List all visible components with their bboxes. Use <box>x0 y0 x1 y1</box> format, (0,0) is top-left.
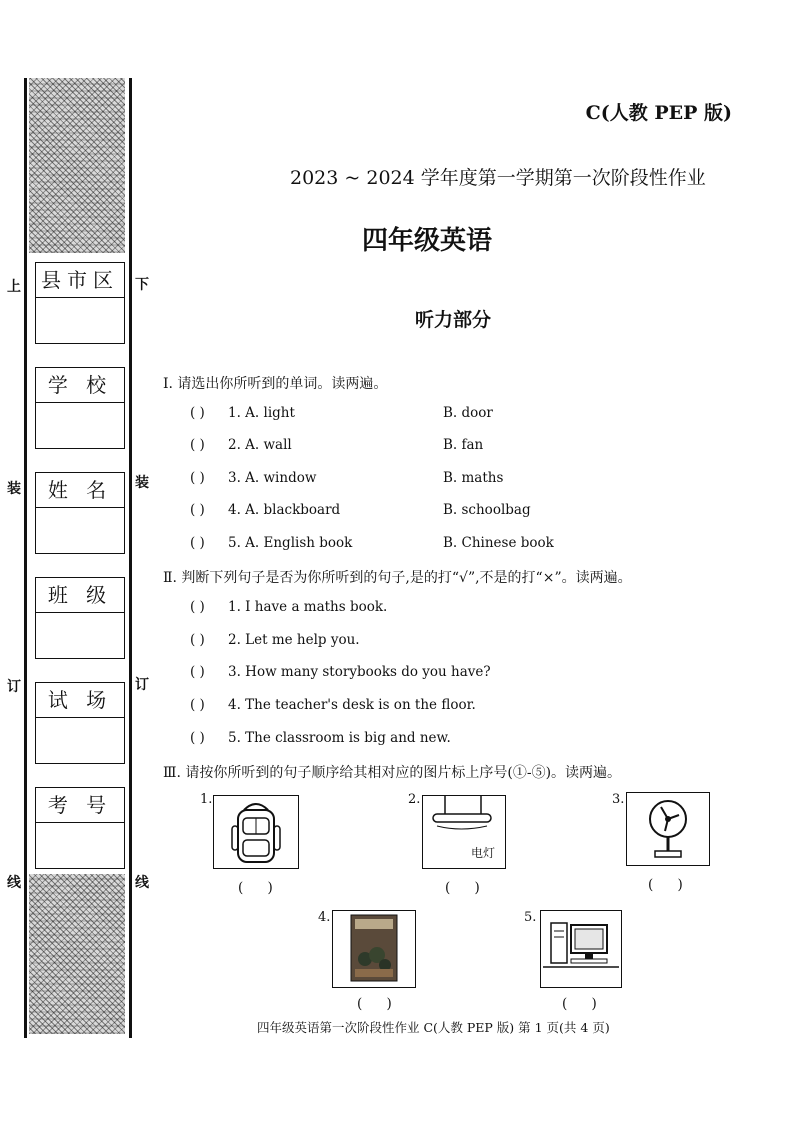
picture-4 <box>332 910 416 988</box>
section1-answer-5[interactable]: ( ) <box>190 535 205 551</box>
field-exam-number-label: 考 号 <box>36 788 124 823</box>
section2-sentence-5: 5. The classroom is big and new. <box>228 730 451 746</box>
section1-title: Ⅰ. 请选出你所听到的单词。读两遍。 <box>163 376 388 392</box>
section2-answer-2[interactable]: ( ) <box>190 632 205 648</box>
field-name-blank[interactable] <box>36 508 124 552</box>
picture-2-caption: 电灯 <box>471 846 496 860</box>
subject-title: 四年级英语 <box>361 226 492 256</box>
section1-option-b-3: B. maths <box>443 470 504 486</box>
field-district-label: 县市区 <box>36 263 124 298</box>
section2-sentence-2: 2. Let me help you. <box>228 632 360 648</box>
field-exam-room-blank[interactable] <box>36 718 124 762</box>
section1-option-b-4: B. schoolbag <box>443 502 531 518</box>
field-exam-number <box>35 787 125 869</box>
binding-char-left-2: 装 <box>7 481 21 497</box>
edition-label: C(人教 PEP 版) <box>585 102 732 124</box>
field-school <box>35 367 125 449</box>
section1-option-b-2: B. fan <box>443 437 484 453</box>
section2-title: Ⅱ. 判断下列句子是否为你所听到的句子,是的打“√”,不是的打“×”。读两遍。 <box>163 570 632 586</box>
section2-answer-5[interactable]: ( ) <box>190 730 205 746</box>
field-district <box>35 262 125 344</box>
field-school-label: 学 校 <box>36 368 124 403</box>
picture-5 <box>540 910 622 988</box>
binding-char-left-1: 上 <box>7 279 21 295</box>
book-icon <box>333 911 415 987</box>
fan-icon <box>627 793 709 865</box>
security-pattern-bottom <box>29 874 125 1034</box>
picture-1-number: 1. <box>200 792 213 807</box>
section3-title: Ⅲ. 请按你所听到的句子顺序给其相对应的图片标上序号(①-⑤)。读两遍。 <box>163 765 622 781</box>
section1-option-b-1: B. door <box>443 405 493 421</box>
section1-option-a-5: 5. A. English book <box>228 535 353 551</box>
field-exam-room <box>35 682 125 764</box>
section1-option-a-3: 3. A. window <box>228 470 317 486</box>
picture-3-answer[interactable]: ( ) <box>648 877 693 893</box>
binding-char-right-1: 下 <box>135 277 149 293</box>
picture-2 <box>422 795 506 869</box>
computer-icon <box>541 911 621 987</box>
section1-answer-4[interactable]: ( ) <box>190 502 205 518</box>
section1-option-a-4: 4. A. blackboard <box>228 502 341 518</box>
picture-1 <box>213 795 299 869</box>
field-class-label: 班 级 <box>36 578 124 613</box>
picture-2-number: 2. <box>408 792 421 807</box>
section1-option-a-1: 1. A. light <box>228 405 295 421</box>
picture-4-number: 4. <box>318 910 331 925</box>
section2-sentence-3: 3. How many storybooks do you have? <box>228 664 491 680</box>
section1-answer-3[interactable]: ( ) <box>190 470 205 486</box>
field-name <box>35 472 125 554</box>
picture-3 <box>626 792 710 866</box>
field-district-blank[interactable] <box>36 298 124 342</box>
field-school-blank[interactable] <box>36 403 124 447</box>
section2-sentence-4: 4. The teacher's desk is on the floor. <box>228 697 476 713</box>
binding-char-left-3: 订 <box>7 679 21 695</box>
picture-5-answer[interactable]: ( ) <box>562 996 607 1012</box>
picture-3-number: 3. <box>612 792 625 807</box>
section1-answer-2[interactable]: ( ) <box>190 437 205 453</box>
section1-answer-1[interactable]: ( ) <box>190 405 205 421</box>
section2-sentence-1: 1. I have a maths book. <box>228 599 388 615</box>
field-name-label: 姓 名 <box>36 473 124 508</box>
section2-answer-3[interactable]: ( ) <box>190 664 205 680</box>
section1-option-a-2: 2. A. wall <box>228 437 292 453</box>
binding-char-right-3: 订 <box>135 677 149 693</box>
picture-4-answer[interactable]: ( ) <box>357 996 402 1012</box>
binding-char-right-2: 装 <box>135 475 149 491</box>
section2-answer-1[interactable]: ( ) <box>190 599 205 615</box>
page-footer: 四年级英语第一次阶段性作业 C(人教 PEP 版) 第 1 页(共 4 页) <box>257 1020 610 1035</box>
term-title: 2023 ~ 2024 学年度第一学期第一次阶段性作业 <box>290 167 706 189</box>
picture-2-answer[interactable]: ( ) <box>445 880 490 896</box>
field-class <box>35 577 125 659</box>
field-exam-room-label: 试 场 <box>36 683 124 718</box>
section2-answer-4[interactable]: ( ) <box>190 697 205 713</box>
section1-option-b-5: B. Chinese book <box>443 535 554 551</box>
picture-5-number: 5. <box>524 910 537 925</box>
picture-1-answer[interactable]: ( ) <box>238 880 283 896</box>
field-exam-number-blank[interactable] <box>36 823 124 867</box>
field-class-blank[interactable] <box>36 613 124 657</box>
schoolbag-icon <box>214 796 298 868</box>
part-title: 听力部分 <box>415 309 492 331</box>
binding-char-right-4: 线 <box>135 875 149 891</box>
binding-char-left-4: 线 <box>7 875 21 891</box>
